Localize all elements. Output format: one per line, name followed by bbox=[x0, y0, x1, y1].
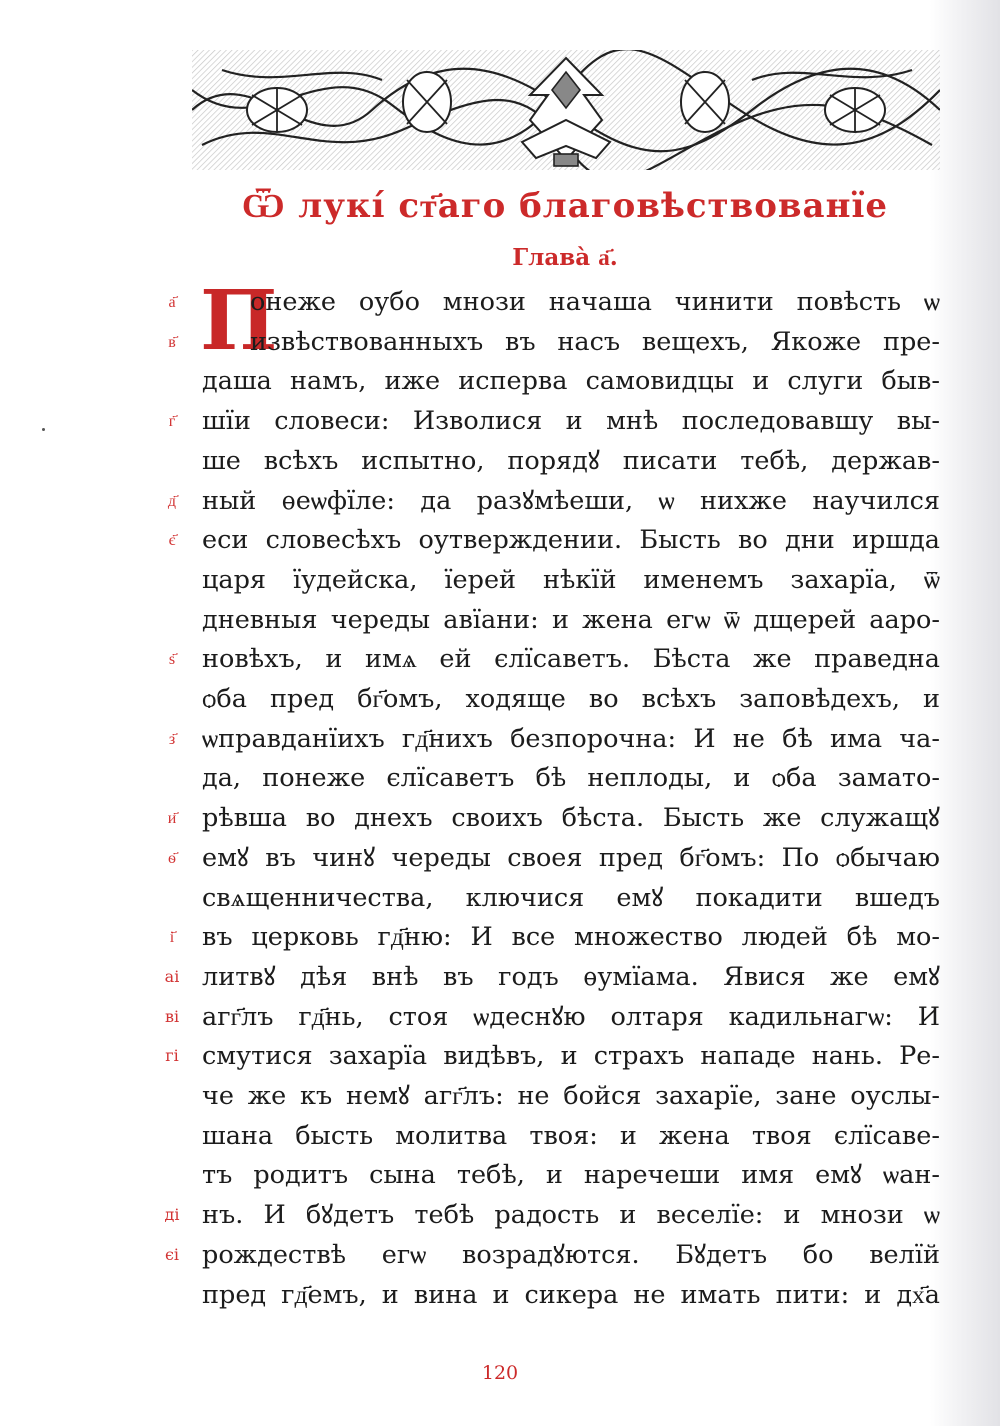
text-line: нъ. И бꙋдетъ тебѣ радость и веселїе: и мнози ѡ bbox=[202, 1200, 940, 1231]
chapter-heading: Глава̀ а҃. bbox=[512, 244, 618, 271]
headpiece-ornament bbox=[192, 50, 940, 170]
text-line: дневныя череды авїани: и жена егѡ ѿ дщерей ааро- bbox=[202, 604, 940, 635]
text-line: ше всѣхъ испытно, порядꙋ писати тебѣ, держав- bbox=[202, 445, 940, 476]
verse-number: єі bbox=[164, 1244, 180, 1264]
gospel-title: Ѿ лукí ст҃аго благовѣствованїе bbox=[241, 186, 889, 226]
text-line: царя їудейска, їерей нѣкїй именемъ захарїа, ѿ bbox=[202, 564, 940, 595]
text-line: литвꙋ дѣя внѣ въ годъ ѳумїама. Явися же емꙋ bbox=[202, 961, 940, 992]
verse-number: гі bbox=[165, 1046, 179, 1066]
text-line: пред гд҃емъ, и вина и сикера не имать пити: и дх҃а bbox=[202, 1279, 940, 1310]
text-line: рѣвша во днехъ своихъ бѣста. Бысть же служащꙋ bbox=[202, 803, 940, 834]
text-line: тъ родитъ сына тебѣ, и наречеши имя емꙋ ѡан- bbox=[202, 1160, 940, 1191]
text-line: ѡправданїихъ гд҃нихъ безпорочна: И не бѣ има ча- bbox=[202, 723, 940, 754]
verse-number: ѕ҃ bbox=[168, 649, 176, 669]
verse-number: а҃ bbox=[168, 292, 176, 311]
text-line: шїи словеси: Изволися и мнѣ последовавшу вы- bbox=[202, 406, 940, 437]
verse-number: ѳ҃ bbox=[168, 847, 176, 867]
text-line: даша намъ, иже исперва самовидцы и слуги быв- bbox=[202, 366, 940, 397]
text-line: ный ѳеѡфїле: да разꙋмѣеши, ѡ нихже научился bbox=[202, 485, 940, 516]
page-number: 120 bbox=[481, 1362, 519, 1384]
text-line: шана бысть молитва твоя: и жена твоя єлїсаве- bbox=[202, 1120, 940, 1151]
text-line: да, понеже єлїсаветъ бѣ неплоды, и ѻба замато- bbox=[202, 763, 940, 794]
text-line: свѧщенничества, ключися емꙋ покадити вшедъ bbox=[202, 882, 940, 913]
verse-number: ді bbox=[164, 1205, 180, 1225]
verse-number: д҃ bbox=[167, 490, 177, 510]
verse-number: аі bbox=[164, 966, 180, 986]
drop-cap-initial: П bbox=[200, 273, 278, 369]
text-line: агг҃лъ гд҃нь, стоя ѡдеснꙋю олтаря кадильнагѡ: И bbox=[202, 1001, 940, 1032]
text-line: въ церковь гд҃ню: И все множество людей бѣ мо- bbox=[202, 922, 940, 953]
text-line: ѻба пред бг҃омъ, ходяще во всѣхъ заповѣдехъ, и bbox=[202, 684, 940, 714]
text-line: новѣхъ, и имѧ ей єлїсаветъ. Бѣста же праведна bbox=[202, 644, 940, 675]
verse-number: з҃ bbox=[168, 728, 176, 748]
text-line: извѣствованныхъ въ насъ вещехъ, Якоже пре- bbox=[250, 326, 940, 357]
verse-number: в҃ bbox=[168, 331, 176, 351]
text-line: еси словесѣхъ оутверждении. Бысть во дни иршда bbox=[202, 525, 940, 556]
text-line: емꙋ въ чинꙋ череды своея пред бг҃омъ: По ѻбычаю bbox=[202, 842, 940, 873]
text-line: рождествѣ егѡ возрадꙋются. Бꙋдетъ бо велїй bbox=[202, 1239, 940, 1270]
verse-number: є҃ bbox=[168, 530, 176, 550]
text-line: онеже оубо мнози начаша чинити повѣсть ѡ bbox=[250, 287, 940, 317]
text-line: смутися захарїа видѣвъ, и страхъ нападе нань. Ре- bbox=[202, 1041, 940, 1072]
text-line: че же къ немꙋ агг҃лъ: не бойся захарїе, зане оуслы- bbox=[202, 1081, 940, 1111]
verse-number: і҃ bbox=[169, 927, 175, 947]
verse-number: г҃ bbox=[168, 411, 176, 431]
verse-number: и҃ bbox=[167, 808, 177, 828]
verse-number: ві bbox=[164, 1006, 180, 1026]
paper-speck bbox=[42, 428, 45, 431]
